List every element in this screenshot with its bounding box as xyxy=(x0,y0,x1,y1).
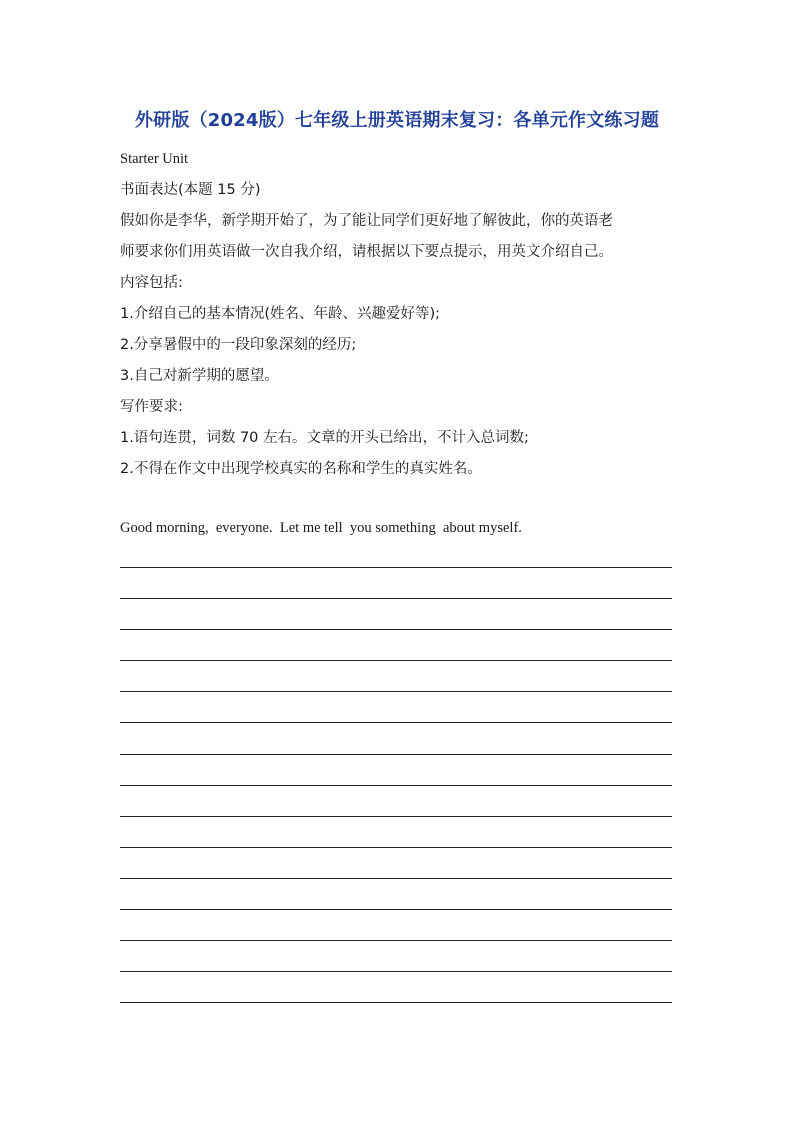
requirement-item-2: 2.不得在作文中出现学校真实的名称和学生的真实姓名。 xyxy=(120,461,482,477)
unit-label: Starter Unit xyxy=(120,151,189,167)
prompt-line-1: 假如你是李华，新学期开始了，为了能让同学们更好地了解彼此，你的英语老 xyxy=(120,213,613,229)
writing-line xyxy=(120,910,672,941)
writing-line xyxy=(120,941,672,972)
content-heading: 内容包括: xyxy=(120,275,183,291)
document-title: 外研版（2024版）七年级上册英语期末复习：各单元作文练习题 xyxy=(134,110,660,131)
writing-area[interactable] xyxy=(120,567,672,1003)
content-item-2: 2.分享暑假中的一段印象深刻的经历; xyxy=(120,337,357,353)
content-item-1: 1.介绍自己的基本情况(姓名、年龄、兴趣爱好等); xyxy=(120,306,441,322)
writing-line xyxy=(120,755,672,786)
writing-line xyxy=(120,972,672,1003)
writing-line xyxy=(120,568,672,599)
writing-line xyxy=(120,786,672,817)
requirement-item-1: 1.语句连贯，词数 70 左右。文章的开头已给出，不计入总词数; xyxy=(120,430,529,446)
writing-line xyxy=(120,723,672,754)
writing-line xyxy=(120,630,672,661)
writing-line xyxy=(120,848,672,879)
section-heading: 书面表达(本题 15 分) xyxy=(120,182,261,198)
prompt-line-2: 师要求你们用英语做一次自我介绍，请根据以下要点提示，用英文介绍自己。 xyxy=(120,244,613,260)
writing-line xyxy=(120,661,672,692)
question-body xyxy=(120,144,680,485)
writing-line xyxy=(120,692,672,723)
writing-line xyxy=(120,879,672,910)
content-item-3: 3.自己对新学期的愿望。 xyxy=(120,368,279,384)
opening-sentence: Good morning, everyone. Let me tell you something about myself. xyxy=(120,520,522,536)
writing-line xyxy=(120,599,672,630)
requirements-heading: 写作要求: xyxy=(120,399,183,415)
writing-line xyxy=(120,817,672,848)
